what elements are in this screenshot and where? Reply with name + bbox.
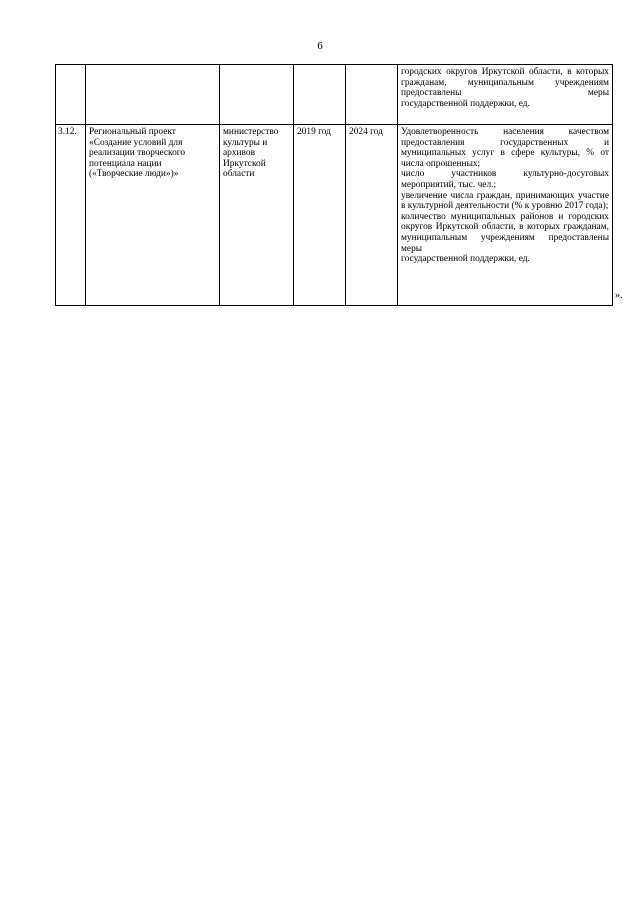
table-row-continuation [56, 65, 613, 125]
closing-quote: ». [615, 290, 623, 301]
cell-number [56, 65, 86, 125]
cell-project [86, 65, 220, 125]
indicator-item: увеличение числа граждан, принимающих участие в культурной деятельности (% к уровню 2017 года); [401, 190, 609, 212]
indicator-text: государственной поддержки, ед. [401, 98, 530, 109]
cell-start-year: 2019 год [294, 125, 346, 306]
cell-start-year [294, 65, 346, 125]
table-row [56, 125, 613, 306]
program-table [55, 64, 613, 306]
cell-number: 3.12. [56, 125, 86, 306]
cell-indicators [398, 65, 613, 125]
cell-indicators [398, 125, 613, 306]
indicator-item: количество муниципальных районов и городских округов Иркутской области, в которых гражданам, муниципальным учреждениям предоставлены меры [401, 211, 609, 254]
cell-end-year: 2024 год [346, 125, 398, 306]
page-number: 6 [317, 40, 323, 52]
indicator-item: число участников культурно-досуговых мероприятий, тыс. чел.; [401, 169, 609, 190]
cell-executor: министерство культуры и архивов Иркутской области [220, 125, 294, 306]
indicator-item: Удовлетворенность населения качеством предоставления государственных и муниципальных услуг в сфере культуры, % от числа опрошенных; [401, 127, 609, 169]
cell-end-year [346, 65, 398, 125]
cell-project: Региональный проект «Создание условий для реализации творческого потенциала нации («Творческие люди»)» [86, 125, 220, 306]
cell-executor [220, 65, 294, 125]
indicator-item: государственной поддержки, ед. [401, 254, 530, 265]
indicator-text: городских округов Иркутской области, в которых гражданам, муниципальным учреждениям предоставлены меры [401, 67, 609, 99]
